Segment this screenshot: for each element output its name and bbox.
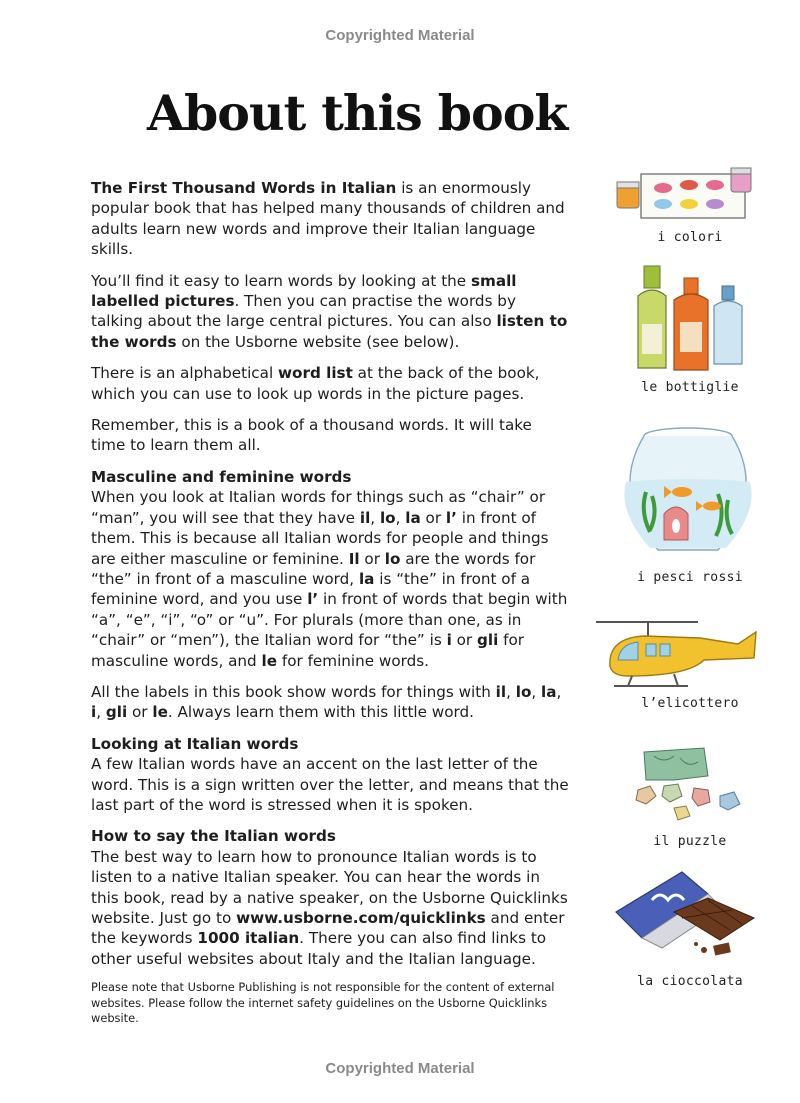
helicopter-icon: [588, 614, 766, 694]
text: in front of them. This is because all Italian words for people and things are either masculine or feminine.: [91, 508, 549, 568]
article: la: [358, 569, 375, 588]
caption-elicottero: l’elicottero: [641, 696, 739, 711]
text: The best way to learn how to pronounce Italian words is to listen to a native Italian speaker. You can hear the words in this book, read by a native speaker, on the Usborne Quicklinks website. Just go to: [91, 847, 568, 927]
sidebar-item-bottiglie: [600, 258, 780, 398]
sidebar-item-elicottero: [600, 612, 780, 724]
text: or: [127, 703, 153, 722]
text: All the labels in this book show words for things with: [91, 682, 496, 701]
sidebar-item-cioccolata: [600, 868, 780, 996]
intro-paragraph-1: [91, 178, 569, 260]
text: . There you can also find links to other useful websites about Italy and the Italian language.: [91, 929, 547, 968]
article: lo: [379, 508, 396, 527]
article: lo: [515, 682, 532, 701]
article: gli: [105, 703, 128, 722]
article: i: [91, 703, 97, 722]
article: il: [495, 682, 507, 701]
paint-box-icon: [615, 164, 765, 224]
text: ,: [506, 682, 516, 701]
intro-paragraph-4: Remember, this is a book of a thousand words. It will take time to learn them all.: [91, 416, 532, 455]
howto-paragraph: [91, 847, 569, 969]
labels-paragraph: [91, 682, 569, 723]
caption-cioccolata: la cioccolata: [637, 974, 743, 989]
looking-heading: Looking at Italian words: [91, 734, 299, 753]
article: i: [446, 631, 452, 650]
text: There is an alphabetical: [91, 364, 279, 383]
page-title: About this book: [147, 84, 568, 142]
article: il: [359, 508, 371, 527]
article: lo: [384, 549, 401, 568]
text: or: [359, 549, 385, 568]
sidebar-item-puzzle: [600, 742, 780, 854]
text: for feminine words.: [277, 651, 430, 670]
caption-puzzle: il puzzle: [653, 834, 727, 849]
text: ,: [395, 508, 406, 527]
safety-note: Please note that Usborne Publishing is not responsible for the content of external websites. Please follow the internet safety guidelines on the Usborne Quicklinks website.: [91, 980, 555, 1026]
text: ,: [531, 682, 542, 701]
text: or: [451, 631, 477, 650]
book-title-bold: The First Thousand Words in Italian: [91, 179, 397, 197]
caption-colori: i colori: [657, 230, 723, 245]
text: on the Usborne website (see below).: [176, 332, 460, 351]
emphasis: small labelled pictures: [91, 271, 517, 311]
watermark-top: Copyrighted Material: [325, 27, 475, 44]
text: for masculine words, and: [91, 631, 525, 670]
text: and enter the keywords: [91, 909, 565, 948]
sidebar-item-colori: [600, 158, 780, 250]
text: or: [420, 508, 446, 527]
text: When you look at Italian words for things such as “chair” or “man”, you will see that they have: [91, 488, 546, 527]
article: le: [261, 651, 278, 670]
quicklinks-url[interactable]: www.usborne.com/quicklinks: [236, 909, 486, 927]
emphasis: listen to the words: [91, 312, 568, 351]
caption-pesci-rossi: i pesci rossi: [637, 570, 743, 585]
text: ,: [556, 682, 562, 701]
keywords: 1000 italian: [197, 929, 300, 948]
article: Il: [348, 549, 360, 568]
looking-paragraph: A few Italian words have an accent on the last letter of the word. This is a sign written over the letter, and means that the last part of the word is stressed when it is spoken.: [91, 755, 569, 814]
chocolate-icon: [612, 868, 762, 958]
text: . Always learn them with this little word.: [167, 703, 474, 722]
intro-paragraph-3: [91, 363, 569, 404]
puzzle-icon: [634, 746, 744, 822]
masculine-heading: Masculine and feminine words: [91, 467, 352, 486]
article: la: [541, 682, 557, 701]
emphasis: word list: [278, 364, 353, 383]
caption-bottiglie: le bottiglie: [641, 380, 739, 395]
text: You’ll find it easy to learn words by looking at the: [91, 271, 471, 290]
article: l’: [307, 590, 319, 609]
text: ,: [370, 508, 380, 527]
article: la: [405, 508, 421, 527]
fishbowl-icon: [618, 422, 758, 562]
intro-text: is an enormously popular book that has helped many thousands of children and adults learn new words and improve their Italian language skills.: [91, 179, 565, 259]
article: gli: [477, 631, 499, 650]
text: in front of words that begin with “a”, “e”, “i”, “o” or “u”. For plurals (more than one, as in “chair” or “men”), the Italian word for “the” is: [91, 590, 568, 650]
howto-heading: How to say the Italian words: [91, 827, 336, 846]
article: l’: [445, 508, 457, 527]
masculine-paragraph: [91, 487, 569, 671]
intro-paragraph-2: [91, 271, 569, 353]
text: are the words for “the” in front of a masculine word,: [91, 549, 536, 588]
main-text-column: [91, 178, 569, 1027]
text: . Then you can practise the words by talking about the large central pictures. You can also: [91, 292, 516, 331]
sidebar-item-pesci: [600, 420, 780, 590]
text: is “the” in front of a feminine word, and you use: [91, 569, 531, 609]
article: le: [152, 703, 168, 722]
text: ,: [96, 703, 106, 722]
text: at the back of the book, which you can use to look up words in the picture pages.: [91, 364, 540, 403]
bottles-icon: [628, 262, 758, 374]
watermark-bottom: Copyrighted Material: [325, 1060, 475, 1077]
